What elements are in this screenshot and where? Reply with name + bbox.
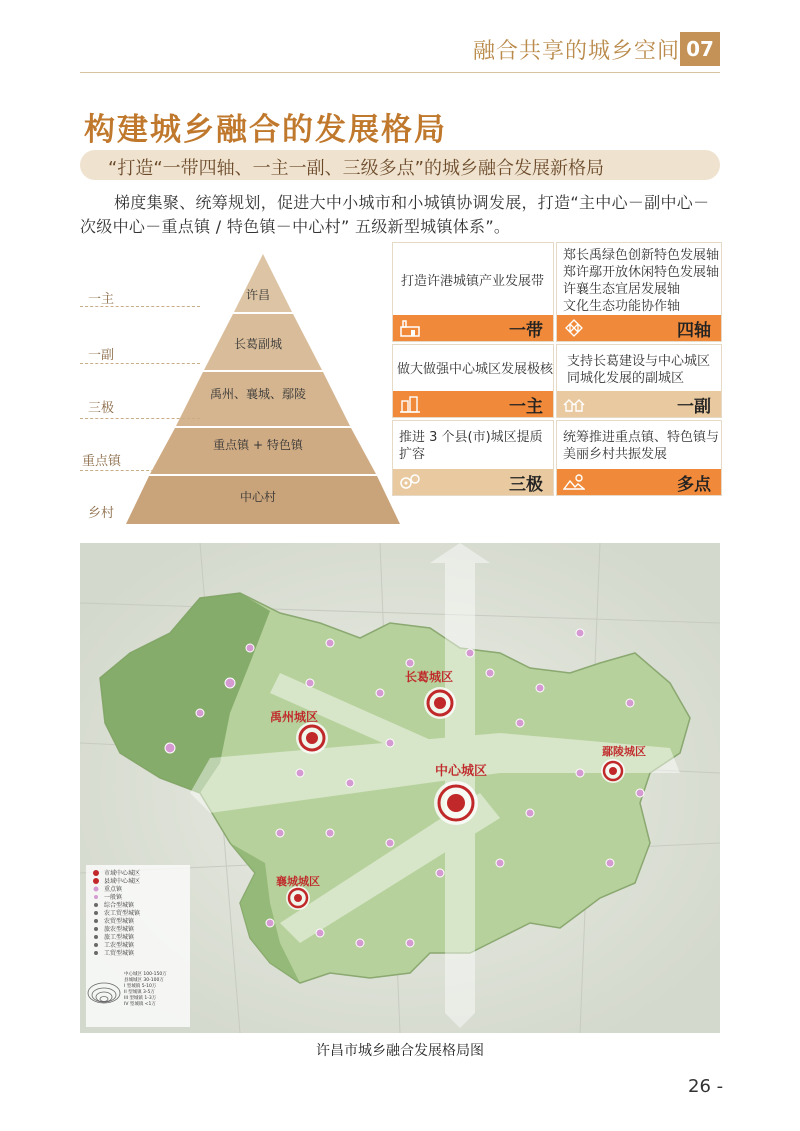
box-text: 打造许港城镇产业发展带	[401, 274, 545, 289]
level-label: 三极	[88, 401, 115, 416]
subtitle: “打造“一带四轴、一主一副、三级多点”的城乡融合发展新格局	[108, 158, 604, 179]
box-duodian	[556, 420, 722, 496]
map-legend	[86, 865, 190, 1027]
factory-icon	[399, 319, 421, 337]
pyramid-tier: 长葛副城	[233, 337, 282, 351]
box-text: 支持长葛建设与中心城区 同城化发展的副城区	[567, 354, 711, 386]
level-divider	[80, 470, 200, 471]
svg-text:工农型城镇: 工农型城镇	[104, 942, 135, 949]
page-number: 26 -	[688, 1076, 724, 1097]
svg-text:II 型城镇 3-5万: II 型城镇 3-5万	[124, 990, 155, 995]
svg-text:重点镇: 重点镇	[104, 886, 123, 893]
box-label: 四轴	[677, 320, 711, 341]
box-yizhu	[392, 344, 554, 418]
gears-icon	[399, 473, 421, 491]
box-bar	[393, 315, 553, 341]
box-bar	[393, 391, 553, 417]
page-title: 构建城乡融合的发展格局	[84, 112, 447, 148]
city-label-changge: 长葛城区	[405, 670, 454, 684]
svg-text:旅工型城镇: 旅工型城镇	[104, 934, 135, 941]
box-text: 郑长禹绿色创新特色发展轴 郑许鄢开放休闲特色发展轴 许襄生态宜居发展轴 文化生态功能协作轴	[563, 248, 720, 314]
box-sanji	[392, 420, 554, 496]
building-icon	[399, 395, 421, 413]
box-yidai	[392, 242, 554, 342]
svg-text:IV 型城镇 <1万: IV 型城镇 <1万	[124, 1002, 156, 1007]
level-divider	[80, 418, 200, 419]
houses-icon	[563, 395, 585, 413]
city-label-yanling: 鄢陵城区	[602, 745, 646, 758]
svg-text:市域中心城区: 市域中心城区	[104, 870, 141, 877]
box-label: 一主	[509, 396, 543, 417]
box-yifu	[556, 344, 722, 418]
svg-text:旅农型城镇: 旅农型城镇	[104, 926, 135, 933]
svg-text:县域中心城区: 县域中心城区	[104, 878, 141, 885]
pyramid-tier: 禹州、襄城、鄢陵	[209, 387, 306, 401]
box-label: 多点	[677, 474, 711, 495]
box-label: 三极	[509, 474, 543, 495]
chapter-badge: 07	[680, 32, 720, 66]
level-label: 一主	[88, 292, 115, 307]
header-divider	[80, 72, 720, 73]
box-text: 做大做强中心城区发展极核	[397, 362, 554, 377]
development-pattern-map	[80, 543, 720, 1033]
svg-text:一般镇: 一般镇	[104, 894, 123, 901]
box-bar	[557, 469, 721, 495]
box-label: 一副	[677, 396, 711, 417]
box-label: 一带	[509, 320, 543, 341]
svg-text:I 型城镇 5-10万: I 型城镇 5-10万	[124, 984, 157, 989]
city-label-center: 中心城区	[435, 764, 488, 779]
pyramid-tier: 许昌	[245, 288, 270, 302]
box-bar	[557, 391, 721, 417]
pyramid-tier: 中心村	[239, 490, 276, 504]
level-divider	[80, 363, 200, 364]
map-caption: 许昌市城乡融合发展格局图	[316, 1043, 484, 1059]
city-label-yuzhou: 禹州城区	[270, 710, 319, 724]
svg-text:农贸型城镇: 农贸型城镇	[104, 918, 135, 925]
svg-text:工贸型城镇: 工贸型城镇	[104, 950, 135, 957]
level-label: 一副	[88, 348, 115, 363]
svg-text:中心城区 100-150万: 中心城区 100-150万	[124, 972, 167, 977]
box-text: 统筹推进重点镇、特色镇与 美丽乡村共振发展	[563, 430, 720, 462]
level-label: 重点镇	[82, 454, 122, 469]
intro-line-1: 梯度集聚、统筹规划，促进大中小城市和小城镇协调发展，打造“主中心－副中心－	[114, 193, 710, 212]
box-sizhou	[556, 242, 722, 342]
axes-icon	[563, 319, 585, 337]
pyramid-tier: 重点镇 + 特色镇	[213, 438, 303, 452]
section-title: 融合共享的城乡空间	[472, 39, 680, 64]
box-bar	[557, 315, 721, 341]
svg-text:农工贸型城镇: 农工贸型城镇	[104, 910, 141, 917]
level-label: 乡村	[88, 506, 115, 521]
landscape-icon	[563, 473, 585, 491]
svg-text:县城城区 30-100万: 县城城区 30-100万	[124, 978, 164, 983]
intro-line-2: 次级中心－重点镇 / 特色镇－中心村” 五级新型城镇体系”。	[80, 217, 511, 236]
svg-text:综合型城镇: 综合型城镇	[104, 902, 135, 909]
city-label-xiangcheng: 襄城城区	[276, 875, 320, 888]
box-bar	[393, 469, 553, 495]
svg-text:III 型城镇 1-3万: III 型城镇 1-3万	[124, 996, 157, 1001]
box-text: 推进 3 个县(市)城区提质 扩容	[399, 430, 543, 462]
